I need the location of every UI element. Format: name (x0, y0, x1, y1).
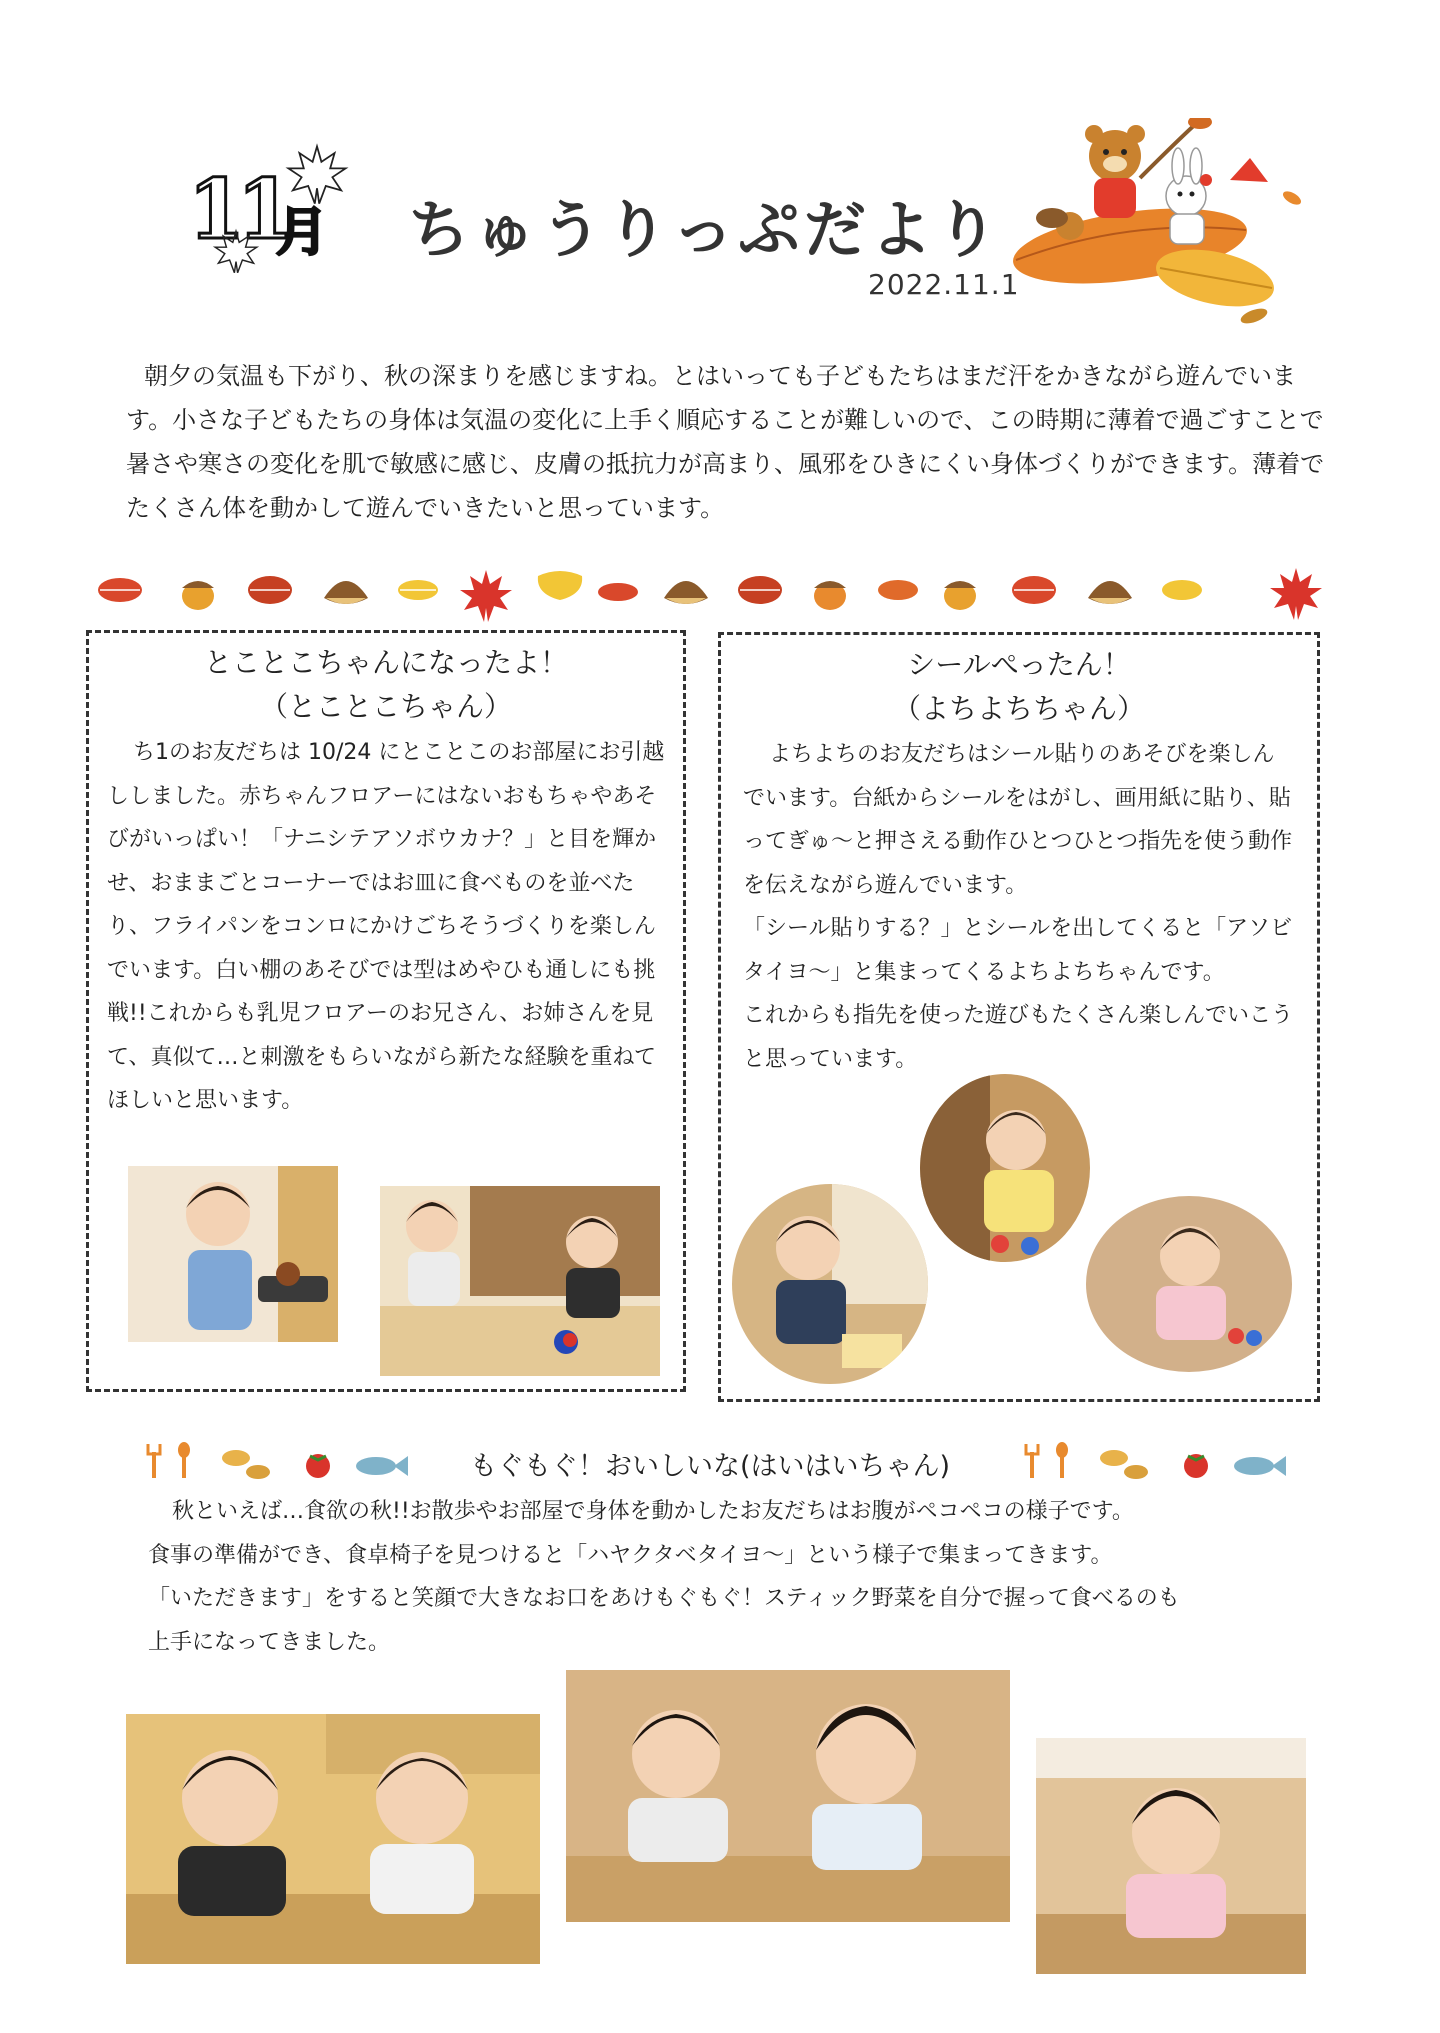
meal-paragraph: 秋といえば…食欲の秋!!お散歩やお部屋で身体を動かしたお友だちはお腹がペコペコの様子です。 (172, 1499, 1134, 1524)
leaf-icon (1012, 576, 1056, 604)
photo-toddler-kitchen (128, 1166, 338, 1342)
fish-icon (1234, 1456, 1286, 1476)
tomato-icon (306, 1454, 330, 1478)
section-heading: とことこちゃんになったよ！ (203, 646, 568, 679)
acorn-icon (944, 581, 976, 610)
photo-sticker-baby (1086, 1196, 1292, 1372)
potato-icon (222, 1450, 270, 1479)
leaf-icon (1162, 580, 1202, 600)
section-body (89, 731, 683, 1123)
newsletter-title: ちゅうりっぷだより (408, 193, 1003, 266)
section-title (721, 643, 1317, 731)
ginkgo-leaf-icon (538, 571, 582, 614)
food-border-right (996, 1434, 1296, 1490)
leaf-icon (248, 576, 292, 604)
chestnut-icon (1088, 581, 1132, 604)
photo-meal-high-chairs (566, 1670, 1010, 1922)
leaf-icon (598, 583, 638, 601)
potato-icon (1100, 1450, 1148, 1479)
leaf-icon (98, 578, 142, 602)
leaf-icon (878, 580, 918, 600)
section-title (89, 641, 683, 729)
section-paragraph: これからも指先を使った遊びもたくさん楽しんでいこうと思っています。 (743, 1003, 1294, 1072)
meal-section-title: もぐもぐ！おいしいな(はいはいちゃん) (470, 1451, 951, 1482)
section-paragraph: よちよちのお友だちはシール貼りのあそびを楽しんでいます。台紙からシールをはがし、画用紙に貼り、貼ってぎゅ～と押さえる動作ひとつひとつ指先を使う動作を伝えながら遊んでいます。 (743, 742, 1293, 898)
maple-leaf-icon (284, 142, 350, 208)
fork-icon (1026, 1444, 1038, 1478)
photo-sticker-boy (732, 1184, 928, 1384)
section-body (721, 733, 1317, 1081)
photo-sticker-girl (920, 1074, 1090, 1262)
fish-icon (356, 1456, 408, 1476)
intro-section (126, 354, 1326, 530)
maple-leaf-icon (460, 570, 512, 622)
leaf-icon (398, 580, 438, 600)
chestnut-icon (324, 581, 368, 604)
meal-paragraph: 上手になってきました。 (148, 1629, 391, 1655)
autumn-leaf-border (96, 560, 1346, 624)
maple-leaf-icon (1270, 568, 1322, 620)
spoon-icon (178, 1442, 190, 1478)
section-paragraph: 「シール貼りする？」とシールを出してくると「アソビタイヨ～」と集まってくるよちよちちゃんです。 (743, 916, 1293, 985)
month-number: 11 (188, 162, 287, 258)
food-border-left (118, 1434, 418, 1490)
meal-paragraph: 食事の準備ができ、食卓椅子を見つけると「ハヤクタベタイヨ～」という様子で集まってきます。 (148, 1542, 1113, 1568)
chestnut-icon (664, 581, 708, 604)
section-paragraph: ち1のお友だちは 10/24 にとことこのお部屋にお引越ししました。赤ちゃんフロアーにはないおもちゃやあそびがいっぱい！「ナニシテアソボウカナ？」と目を輝かせ、おままごとコーナーではお皿に食べものを並べたり、フライパンをコンロにかけごちそうづくりを楽しんでいます。白い棚のあそびでは型はめやひも通しにも挑戦!!これからも乳児フロアーのお兄さん、お姉さんを見て、真似て…と刺激をもらいながら新たな経験を重ねてほしいと思います。 (107, 740, 665, 1113)
autumn-animals-illustration (1010, 118, 1310, 328)
month-kanji: 月 (276, 203, 329, 263)
spoon-icon (1056, 1442, 1068, 1478)
section-subheading: （とことこちゃん） (259, 690, 512, 723)
photo-meal-baby-girl (1036, 1738, 1306, 1974)
maple-leaf-icon (212, 228, 260, 276)
photo-meal-two-babies (126, 1714, 540, 1964)
acorn-icon (814, 581, 846, 610)
issue-date: 2022.11.1 (868, 268, 1020, 301)
tomato-icon (1184, 1454, 1208, 1478)
meal-paragraph: 「いただきます」をすると笑顔で大きなお口をあけもぐもぐ！スティック野菜を自分で握って食べるのも (148, 1586, 1180, 1611)
photo-toddlers-table (380, 1186, 660, 1376)
section-subheading: （よちよちちゃん） (892, 692, 1145, 725)
intro-paragraph: 朝夕の気温も下がり、秋の深まりを感じますね。とはいっても子どもたちはまだ汗をかきながら遊んでいます。小さな子どもたちの身体は気温の変化に上手く順応することが難しいので、この時期に薄着で過ごすことで暑さや寒さの変化を肌で敏感に感じ、皮膚の抵抗力が高まり、風邪をひきにくい身体づくりができます。薄着でたくさん体を動かして遊んでいきたいと思っています。 (126, 362, 1325, 522)
fork-icon (148, 1444, 160, 1478)
meal-section-body (148, 1490, 1268, 1664)
section-heading: シールぺったん！ (907, 648, 1131, 681)
acorn-icon (182, 581, 214, 610)
month-logo (188, 150, 358, 270)
leaf-icon (738, 576, 782, 604)
